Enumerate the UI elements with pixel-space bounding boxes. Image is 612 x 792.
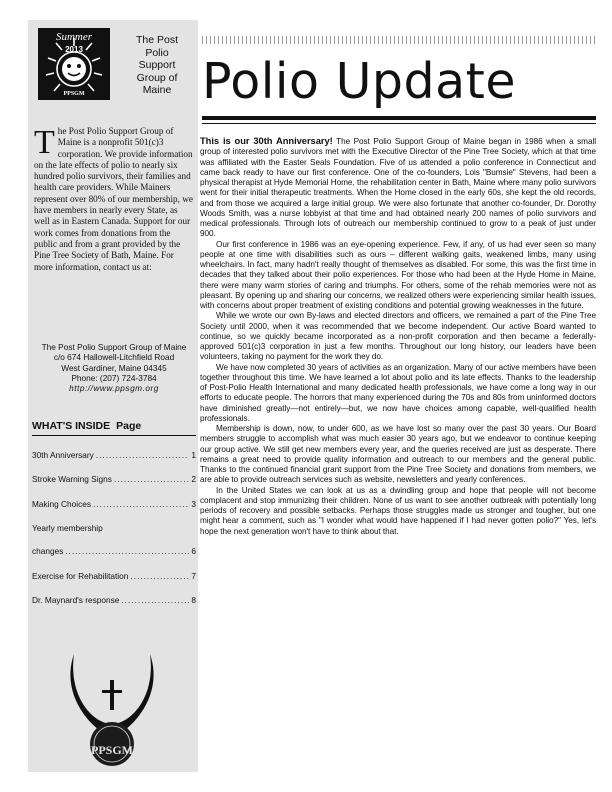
- group-name-line: Polio: [145, 46, 169, 59]
- masthead-stripe: [202, 36, 596, 44]
- toc-item-label: Exercise for Rehabilitation: [32, 570, 129, 581]
- toc-item-label: Making Choices: [32, 498, 92, 509]
- toc-title: [32, 420, 196, 436]
- toc-item[interactable]: [32, 595, 196, 605]
- toc-item-line2: [32, 546, 196, 556]
- toc-item[interactable]: [32, 571, 196, 581]
- toc-item-page: 2: [191, 474, 196, 485]
- toc-leader: [93, 499, 189, 509]
- group-name-line: Group of: [136, 71, 178, 84]
- intro-text: he Post Polio Support Group of Maine is a nonprofit 501(c)3 corporation. We provide information on the late effects of polio to nearly six hundred polio survivors, their families and health care providers. While Mainers represent over 80% of our membership, we have members in nearly every State, as well as in Eastern Canada. Support for our work comes from donations from the public and from a grant provided by the Pine Tree Society of Bath, Maine. For more information, contact us at:: [34, 126, 193, 272]
- toc-leader: [114, 474, 189, 484]
- toc-item-page: 7: [191, 570, 196, 581]
- toc-item[interactable]: [32, 450, 196, 460]
- toc-item[interactable]: [32, 523, 196, 556]
- summer-2013-logo: [38, 28, 110, 100]
- article-lead: This is our 30th Anniversary!: [200, 135, 333, 146]
- logo-badge-year: 2013: [65, 45, 83, 54]
- toc-item-label2: changes: [32, 546, 64, 557]
- toc-item-label: 30th Anniversary: [32, 450, 94, 460]
- toc-item[interactable]: [32, 474, 196, 484]
- article-paragraph: We have now completed 30 years of activities as an organization. Many of our active members have been together throughout this time. We have learned a lot about polio and its late effects. Thanks to the leadership of Post-Polio Health International and many dedicated health professionals, we have come a long way in our efforts to educate people. The horrors that many experienced during the 70s and 80s from uninformed doctors have diminished greatly—not entirely—but, we now have choices among capable, well-qualified health professionals.: [200, 362, 596, 423]
- toc-leader: [121, 595, 189, 605]
- address-org: The Post Polio Support Group of Maine: [41, 342, 187, 352]
- toc-heading: WHAT'S INSIDE: [32, 420, 111, 432]
- toc-item-page: 1: [191, 450, 196, 460]
- article-paragraph-text: The Post Polio Support Group of Maine began in 1986 when a small group of interested polio survivors met with the Executive Director of the Pine Tree Society, which at that time was affiliated with the Easter Seals Foundation. Five of us attended a polio conference in Connecticut and came back ready to have our first conference. One of the co-founders, Lois "Bumsie" Stevens, had been a physical therapist at Hyde Memorial Home, the rehabilitation center in Bath, Maine where many polio survivors went for their initial therapeutic treatments. When the Home closed in the early 60s, she kept the old records, and from those we acquired a large initial group. We were also fortunate that another co-founder, Dr. Dorothy Woods Smith, was a nurse lobbyist at that time and had obtained nearly 200 names of polio survivors and medical professionals. Through lots of outreach our membership continued to grow to a peak of just under 900.: [200, 137, 596, 239]
- toc-page-label: Page: [116, 420, 142, 432]
- toc-item-label: Yearly membership: [32, 523, 103, 534]
- toc-item[interactable]: [32, 499, 196, 509]
- ppsgm-emblem-icon: [60, 640, 164, 770]
- article-paragraph: In the United States we can look at us as a dwindling group and hope that people will not become complacent and stop immunizing their children. None of us want to see another outbreak with potentially long periods of recovery and possible setbacks. Perhaps those struggles made us stronger and tougher, but one might hear a comment, such as "I wonder what would have happened if I had never gotten polio?" Yes, let's hope the next generation won't have to think about that.: [200, 485, 596, 536]
- group-name: [120, 34, 194, 97]
- logo-badge-text: Summer: [55, 31, 93, 43]
- toc-leader: [130, 571, 189, 581]
- article-paragraph: Membership is down, now, to under 600, as we have lost so many over the past 30 years. Our Board members struggle to accomplish what was much easier 30 years ago, but we endeavor to continue keeping our group active. We still get new members every year, and the queries received are just as desperate. There remains a great need to provide quality information and outreach to our members and the general public. Thanks to the continued financial grant support from the Pine Tree Society and donations from members, we are able to provide outreach services such as website, newsletters and yearly conferences.: [200, 424, 596, 485]
- table-of-contents: [32, 420, 196, 619]
- address-city: West Gardiner, Maine 04345: [61, 362, 167, 373]
- masthead-rule: [202, 116, 596, 124]
- toc-item-label: Stroke Warning Signs: [32, 474, 112, 485]
- toc-leader: [96, 450, 190, 460]
- contact-address: [32, 342, 196, 393]
- group-name-line: Maine: [142, 84, 172, 96]
- toc-item-page: 3: [191, 498, 196, 509]
- newsletter-title: Polio Update: [202, 53, 517, 110]
- website-link[interactable]: http://www.ppsgm.org: [69, 383, 159, 394]
- emblem-text: PPSGM: [91, 743, 133, 757]
- address-phone: Phone: (207) 724-3784: [71, 372, 157, 383]
- intro-dropcap: T: [34, 124, 55, 161]
- intro-paragraph: [34, 126, 194, 273]
- sidebar: [28, 20, 198, 772]
- toc-item-label: Dr. Maynard's response: [32, 594, 120, 605]
- sun-mask-icon: [38, 28, 110, 100]
- anniversary-article: [200, 136, 596, 537]
- group-name-line: Support: [138, 59, 176, 71]
- article-paragraph: Our first conference in 1986 was an eye-opening experience. Few, if any, of us had ever seen so many people at one time with disabilities such as ours – different walking gaits, weakened limbs, many using wheelchairs. In fact, many hadn't really thought of themselves as disabled. For some, this was the first time in decades that they talked about their polio experiences. For those who had been at the Hyde Home in Maine, there were many warm stories of caring and triumphs. For others, some of the rehab memories were not as pleasant. By opening up and sharing our concerns, we realized others were experiencing similar health issues, with concerns about proper treatment of existing conditions and potential growing weaknesses in the future.: [200, 239, 596, 310]
- toc-item-page: 6: [191, 546, 196, 557]
- toc-item-page: 8: [191, 594, 196, 605]
- group-name-line: The Post: [135, 34, 179, 46]
- toc-leader: [65, 546, 189, 556]
- article-paragraph: While we wrote our own By-laws and elected directors and officers, we remained a part of the Pine Tree Society until 2000, when it was recommended that we become independent. Our active Board wanted to continue, so we quickly became incorporated as a non-profit corporation and then became a federally-approved 501(c)3 corporation in just a few months. Throughout our long history, our leaders have been volunteers, taking no payment for the work they do.: [200, 311, 596, 362]
- article-paragraph: [200, 136, 596, 240]
- address-street: c/o 674 Hallowell-Litchfield Road: [53, 352, 175, 363]
- logo-mask-text: PPSGM: [63, 91, 85, 97]
